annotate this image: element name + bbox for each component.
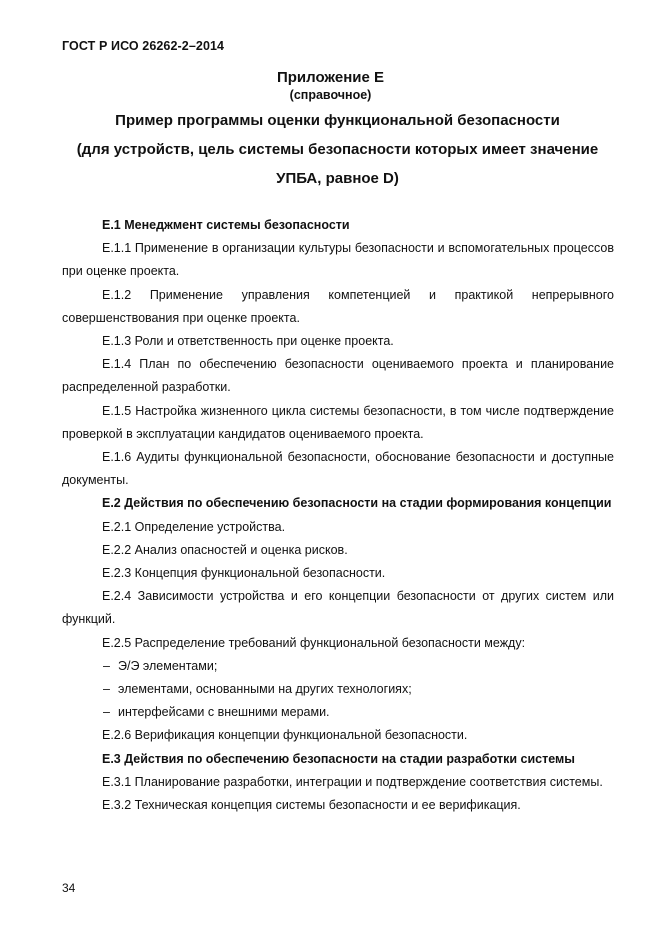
list-item: [62, 655, 614, 678]
list-item-text: интерфейсами с внешними мерами.: [118, 705, 330, 720]
list-item: [62, 701, 614, 724]
paragraph: Е.1.6 Аудиты функциональной безопасности, обоснование безопасности и доступные документы.: [62, 450, 614, 488]
title-line: Пример программы оценки функциональной безопасности: [115, 112, 560, 129]
paragraph: Е.1.2 Применение управления компетенцией и практикой непрерывного совершенствования при оценке проекта.: [62, 287, 614, 325]
section-heading: Е.2 Действия по обеспечению безопасности на стадии формирования концепции: [102, 496, 612, 511]
title-line: (для устройств, цель системы безопасности которых имеет значение: [76, 141, 599, 158]
paragraph: Е.1.3 Роли и ответственность при оценке проекта.: [102, 334, 394, 349]
dash-marker: –: [103, 705, 110, 720]
document-body: [62, 214, 614, 817]
document-title: [60, 106, 615, 193]
paragraph: Е.1.1 Применение в организации культуры безопасности и вспомогательных процессов при оценке проекта.: [62, 241, 614, 279]
paragraph: Е.3.2 Техническая концепция системы безопасности и ее верификация.: [102, 798, 521, 813]
paragraph: Е.2.5 Распределение требований функциональной безопасности между:: [102, 635, 526, 650]
list-item-text: Э/Э элементами;: [118, 658, 218, 673]
appendix-title: Приложение Е: [276, 69, 385, 86]
page-number: 34: [62, 881, 76, 895]
section-heading: Е.1 Менеджмент системы безопасности: [102, 218, 350, 232]
standard-header: ГОСТ Р ИСО 26262-2–2014: [62, 39, 225, 53]
paragraph: Е.2.3 Концепция функциональной безопасности.: [102, 566, 386, 581]
paragraph: Е.2.6 Верификация концепции функциональной безопасности.: [102, 728, 468, 743]
list-item-text: элементами, основанными на других технологиях;: [118, 682, 412, 697]
paragraph: Е.3.1 Планирование разработки, интеграции и подтверждение соответствия системы.: [102, 774, 603, 789]
dash-marker: –: [103, 658, 110, 673]
paragraph: Е.1.5 Настройка жизненного цикла системы безопасности, в том числе подтверждение проверкой в эксплуатации кандидатов оцениваемого проекта.: [62, 403, 614, 441]
dash-marker: –: [103, 682, 110, 697]
list-item: [62, 678, 614, 701]
title-line: УПБА, равное D): [276, 170, 399, 187]
paragraph: Е.1.4 План по обеспечению безопасности оцениваемого проекта и планирование распределенной разработки.: [62, 357, 614, 395]
paragraph: Е.2.1 Определение устройства.: [102, 519, 286, 534]
paragraph: Е.2.4 Зависимости устройства и его концепции безопасности от других систем или функций.: [62, 589, 614, 627]
paragraph: Е.2.2 Анализ опасностей и оценка рисков.: [102, 542, 348, 557]
appendix-subtitle: (справочное): [289, 88, 372, 102]
section-heading: Е.3 Действия по обеспечению безопасности на стадии разработки системы: [102, 751, 575, 766]
